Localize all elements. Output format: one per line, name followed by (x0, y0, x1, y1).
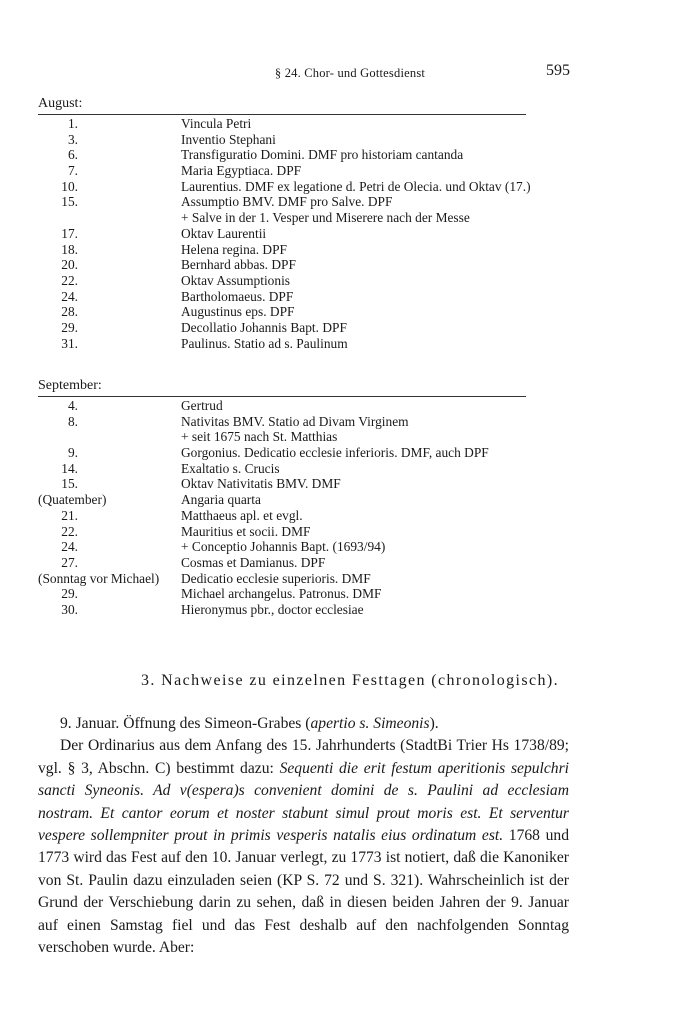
paragraph (38, 713, 569, 735)
calendar-feast: Cosmas et Damianus. DPF (181, 554, 326, 570)
calendar-row (38, 242, 578, 258)
calendar-day: 10. (61, 178, 78, 194)
calendar-row (38, 147, 578, 163)
calendar-row (38, 508, 578, 524)
calendar-feast: Decollatio Johannis Bapt. DPF (181, 319, 347, 335)
calendar-row (38, 194, 578, 210)
september-rows-body (38, 396, 578, 618)
calendar-feast: Laurentius. DMF ex legatione d. Petri de Olecia. und Oktav (17.) (181, 178, 531, 194)
page-number: 595 (546, 62, 570, 79)
calendar-day: 21. (61, 507, 78, 523)
calendar-row (38, 336, 578, 352)
calendar-feast: Mauritius et socii. DMF (181, 523, 311, 539)
calendar-row (38, 461, 578, 477)
calendar-row (38, 602, 578, 618)
calendar-row (38, 132, 578, 148)
calendar-row (38, 539, 578, 555)
calendar-feast: Michael archangelus. Patronus. DMF (181, 586, 382, 602)
calendar-feast: + Conceptio Johannis Bapt. (1693/94) (181, 539, 386, 555)
calendar-row (38, 289, 578, 305)
calendar-feast: + Salve in der 1. Vesper und Miserere nach der Messe (181, 210, 470, 226)
calendar-feast: Angaria quarta (181, 492, 261, 508)
paragraph-text: ). (429, 715, 439, 732)
month-heading-august: August: (38, 96, 83, 111)
latin-term: apertio s. Simeonis (310, 715, 430, 732)
calendar-feast: Helena regina. DPF (181, 241, 287, 257)
table-rule-top (38, 114, 526, 115)
calendar-day: (Sonntag vor Michael) (38, 570, 160, 586)
calendar-feast: Bernhard abbas. DPF (181, 257, 296, 273)
month-heading-september: September: (38, 378, 102, 393)
calendar-day: 22. (61, 272, 78, 288)
calendar-row (38, 571, 578, 587)
calendar-row (38, 210, 578, 226)
calendar-day: 9. (67, 445, 78, 461)
september-calendar (38, 377, 578, 618)
paragraph-text: 1768 und 1773 wird das Fest auf den 10. Januar verlegt, zu 1773 ist notiert, daß die Kanoniker von St. Paulin dazu einzuladen seien (KP S. 72 und S. 321). Wahrscheinlich ist der Grund der Verschiebung darin zu sehen, daß in diesen beiden Jahren der 9. Januar auf einen Samstag fiel und das Fest deshalb auf den nachfolgenden Sonntag verschoben wurde. Aber: (38, 827, 569, 957)
calendar-feast: Oktav Assumptionis (181, 272, 290, 288)
august-rows-body (38, 114, 578, 351)
calendar-row (38, 226, 578, 242)
calendar-row (38, 445, 578, 461)
table-rule-top (38, 396, 526, 397)
section-heading: 3. Nachweise zu einzelnen Festtagen (chronologisch). (140, 672, 559, 689)
calendar-row (38, 492, 578, 508)
august-rows (38, 114, 578, 351)
paragraph (38, 735, 569, 959)
calendar-feast: Nativitas BMV. Statio ad Divam Virginem (181, 413, 409, 429)
calendar-feast: Dedicatio ecclesie superioris. DMF (181, 570, 371, 586)
calendar-day: 7. (67, 163, 78, 179)
calendar-day: 18. (61, 241, 78, 257)
calendar-feast: Transfiguratio Domini. DMF pro historiam cantanda (181, 147, 464, 163)
calendar-feast: Maria Egyptiaca. DPF (181, 163, 302, 179)
calendar-row (38, 273, 578, 289)
calendar-feast: Gertrud (181, 398, 223, 413)
calendar-day: 15. (61, 476, 78, 492)
running-head (0, 62, 700, 84)
calendar-row (38, 555, 578, 571)
body-text (38, 713, 569, 959)
calendar-feast: Oktav Nativitatis BMV. DMF (181, 476, 341, 492)
calendar-row (38, 320, 578, 336)
calendar-day: 29. (61, 319, 78, 335)
calendar-day: 20. (61, 257, 78, 273)
calendar-feast: Vincula Petri (181, 116, 252, 131)
running-title: § 24. Chor- und Gottesdienst (274, 66, 426, 80)
calendar-feast: Paulinus. Statio ad s. Paulinum (181, 335, 348, 351)
calendar-row (38, 476, 578, 492)
september-rows (38, 396, 578, 618)
august-calendar (38, 95, 578, 351)
calendar-row (38, 414, 578, 430)
paragraph-text: Der Ordinarius aus dem Anfang des 15. Jahrhunderts (StadtBi Trier Hs 1738/89; vgl. § 3, Abschn. C) bestimmt dazu: (38, 737, 569, 777)
calendar-row (38, 524, 578, 540)
calendar-day: 8. (67, 413, 78, 429)
calendar-feast: Gorgonius. Dedicatio ecclesie inferioris. DMF, auch DPF (181, 445, 489, 461)
calendar-day: 22. (61, 523, 78, 539)
paragraph-text: 9. Januar. Öffnung des Simeon-Grabes ( (60, 715, 311, 732)
calendar-feast: Augustinus eps. DPF (181, 304, 295, 320)
calendar-day: 27. (61, 554, 78, 570)
calendar-feast: Inventio Stephani (181, 131, 276, 147)
calendar-day: 3. (67, 131, 78, 147)
calendar-row (38, 257, 578, 273)
calendar-feast: Bartholomaeus. DPF (181, 288, 294, 304)
calendar-day: 24. (61, 288, 78, 304)
calendar-day: 17. (61, 225, 78, 241)
calendar-feast: + seit 1675 nach St. Matthias (181, 429, 338, 445)
calendar-row (38, 429, 578, 445)
calendar-day: 28. (61, 304, 78, 320)
calendar-day: (Quatember) (38, 492, 107, 508)
calendar-row (38, 116, 578, 132)
calendar-day: 15. (61, 194, 78, 210)
calendar-feast: Matthaeus apl. et evgl. (181, 507, 303, 523)
calendar-feast: Oktav Laurentii (181, 225, 267, 241)
calendar-feast: Assumptio BMV. DMF pro Salve. DPF (181, 194, 393, 210)
calendar-row (38, 586, 578, 602)
calendar-row (38, 179, 578, 195)
calendar-row (38, 304, 578, 320)
calendar-row (38, 398, 578, 414)
calendar-day: 1. (67, 116, 78, 131)
calendar-day: 4. (67, 398, 78, 413)
calendar-day: 14. (61, 460, 78, 476)
latin-quotation: Sequenti die erit festum aperitionis sepulchri sancti Syneonis. Ad v(espera)s convenient domini de s. Paulini ad ecclesiam nostram. Et cantor eorum et noster stabunt simul prout moris est. Et serventur vespere sollempniter prout in primis vesperis natalis eius ordinatum est. (38, 759, 569, 845)
calendar-day: 31. (61, 335, 78, 351)
calendar-row (38, 163, 578, 179)
calendar-day: 29. (61, 586, 78, 602)
calendar-day: 30. (61, 601, 78, 617)
calendar-feast: Hieronymus pbr., doctor ecclesiae (181, 601, 364, 617)
calendar-feast: Exaltatio s. Crucis (181, 460, 280, 476)
calendar-day: 6. (67, 147, 78, 163)
calendar-day: 24. (61, 539, 78, 555)
